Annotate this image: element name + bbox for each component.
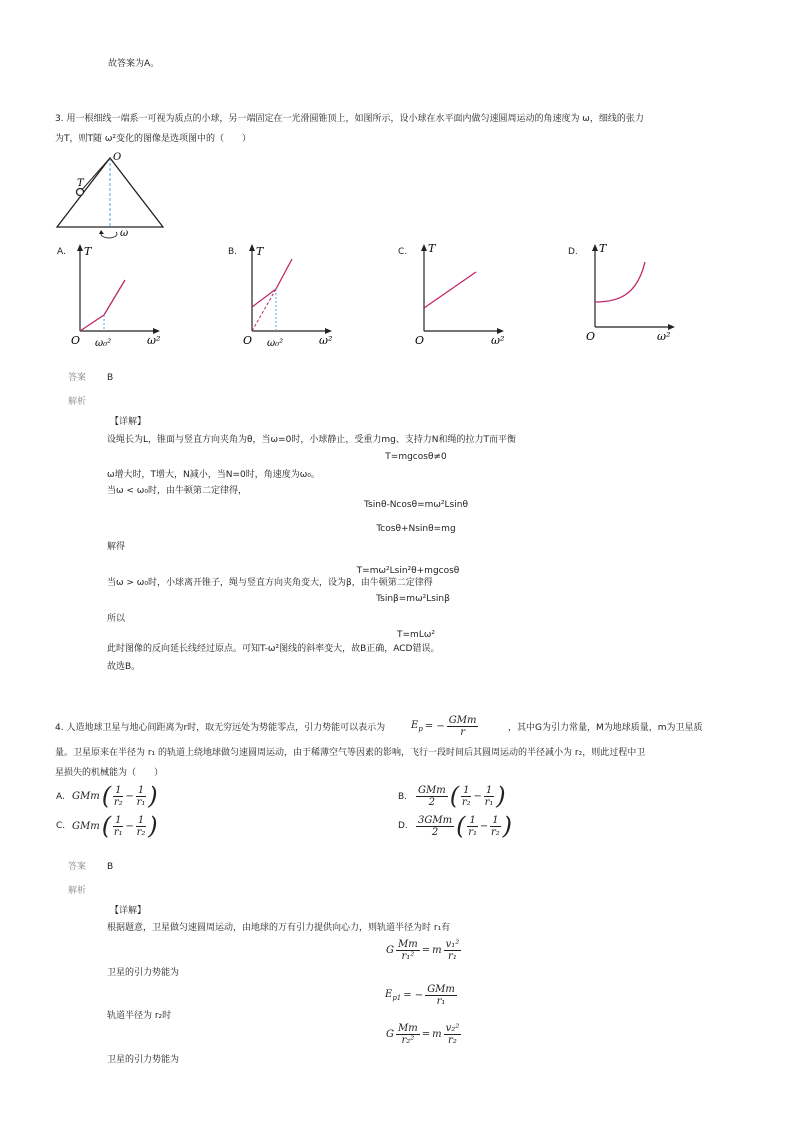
q4-answer-value: B	[107, 862, 114, 872]
graph-b-omega0: ω₀²	[267, 338, 284, 349]
cone-apex-label: O	[113, 152, 122, 163]
q3-line: 当ω < ω₀时，由牛顿第二定律得，	[107, 486, 247, 496]
q4-option-c-formula: GMm ( $\frac{1}{\text{r₁}}$ − $\frac{1}{\text{r₂}}$ )	[72, 812, 158, 840]
q4-text-line1b: ，其中G为引力常量，M为地球质量，m为卫星质	[508, 723, 703, 733]
graph-b	[240, 240, 340, 350]
graph-c-origin: O	[415, 334, 425, 347]
q4-ep-formula: $E_p$ = − $\frac{\text{GMm}}{r}$	[411, 715, 477, 738]
cone-tension-label: T	[77, 178, 84, 189]
q4-line: 根据题意，卫星做匀速圆周运动，由地球的万有引力提供向心力，则轨道半径为时 r₁有	[107, 923, 451, 933]
graph-d-origin: O	[586, 330, 596, 343]
q4-detail-header: 【详解】	[110, 906, 147, 916]
q4-equation-2: $E_{p1}$ = − $\frac{\text{GMm}}{\text{r₁}}$	[385, 984, 455, 1007]
q4-equation-3: G $\frac{Mm}{\text{r₂²}}$ = m $\frac{\text{v₂²}}{\text{r₂}}$	[386, 1023, 460, 1046]
graph-c-y-label: T	[428, 242, 436, 255]
graph-a-x-label: ω²	[147, 334, 161, 347]
q3-line: ω增大时，T增大，N减小，当N=0时，角速度为ω₀。	[107, 470, 320, 480]
q3-option-d[interactable]: D.	[568, 247, 578, 257]
q3-detail-header: 【详解】	[110, 417, 147, 427]
q4-analysis-label: 解析	[68, 886, 87, 896]
q3-equation: T=mgcosθ≠0	[385, 452, 447, 462]
q3-line: 所以	[107, 614, 126, 624]
q3-text-line1: 3. 用一根细线一端系一可视为质点的小球，另一端固定在一光滑圆锥顶上，如图所示，设小球在水平面内做匀速圆周运动的角速度为 ω，细线的张力	[55, 114, 644, 124]
q4-text-line3: 星损失的机械能为（ ）	[55, 768, 164, 778]
graph-d-y-label: T	[599, 242, 607, 255]
q3-option-b[interactable]: B.	[228, 247, 238, 257]
q3-option-a[interactable]: A.	[57, 247, 66, 257]
q3-line: 故选B。	[107, 662, 141, 672]
q4-text-line2: 量。卫星原来在半径为 r₁ 的轨道上绕地球做匀速圆周运动，由于稀薄空气等因素的影响，飞行一段时间后其圆周运动的半径减小为 r₂，则此过程中卫	[55, 748, 646, 758]
q4-text-line1a: 4. 人造地球卫星与地心间距离为r时，取无穷远处为势能零点，引力势能可以表示为	[55, 723, 386, 733]
q3-line: 解得	[107, 542, 126, 552]
q3-analysis-label: 解析	[68, 397, 87, 407]
q3-line: 设绳长为L，锥面与竖直方向夹角为θ，当ω=0时，小球静止，受重力mg、支持力N和绳的拉力T而平衡	[107, 435, 517, 445]
q3-answer-value: B	[107, 373, 114, 383]
q3-equation: T=mω²Lsin²θ+mgcosθ	[356, 566, 460, 576]
graph-c	[412, 240, 512, 350]
q3-option-c[interactable]: C.	[398, 247, 408, 257]
graph-d	[583, 240, 683, 350]
graph-a-omega0: ω₀²	[95, 338, 112, 349]
q4-option-a[interactable]: A.	[56, 792, 65, 802]
q4-option-a-formula: GMm ( $\frac{1}{\text{r₂}}$ − $\frac{1}{\text{r₁}}$ )	[72, 782, 158, 810]
q3-answer-label: 答案	[68, 373, 87, 383]
graph-a-y-label: T	[84, 245, 92, 258]
q4-line: 轨道半径为 r₂时	[107, 1011, 172, 1021]
q3-line: 此时图像的反向延长线经过原点。可知T-ω²图线的斜率变大，故B正确，ACD错误。	[107, 644, 440, 654]
graph-a	[68, 240, 168, 350]
graph-c-x-label: ω²	[491, 334, 505, 347]
q4-line: 卫星的引力势能为	[107, 968, 180, 978]
graph-a-origin: O	[71, 334, 81, 347]
graph-b-x-label: ω²	[319, 334, 333, 347]
cone-diagram	[55, 150, 170, 240]
q4-line: 卫星的引力势能为	[107, 1055, 180, 1065]
graph-b-origin: O	[243, 334, 253, 347]
q4-option-c[interactable]: C.	[56, 821, 66, 831]
q4-option-b-formula: $\frac{\text{GMm}}{2}$ ( $\frac{1}{\text{r₂}}$ − $\frac{1}{\text{r₁}}$ )	[418, 782, 506, 810]
q3-text-line2: 为T，则T随 ω²变化的图像是选项图中的（ ）	[55, 134, 252, 144]
q3-equation: T=mLω²	[397, 630, 435, 640]
graph-d-x-label: ω²	[657, 330, 671, 343]
q4-equation-1: G $\frac{Mm}{\text{r₁²}}$ = m $\frac{\text{v₁²}}{\text{r₁}}$	[386, 939, 460, 962]
q4-answer-label: 答案	[68, 862, 87, 872]
graph-b-y-label: T	[256, 245, 264, 258]
q4-option-d[interactable]: D.	[398, 821, 408, 831]
previous-answer-line: 故答案为A。	[108, 59, 160, 69]
q4-option-b[interactable]: B.	[398, 792, 408, 802]
cone-omega-label: ω	[120, 228, 129, 239]
q3-equation: Tcosθ+Nsinθ=mg	[376, 524, 456, 534]
q4-option-d-formula: $\frac{\text{3GMm}}{2}$ ( $\frac{1}{\text{r₁}}$ − $\frac{1}{\text{r₂}}$ )	[418, 812, 512, 840]
q3-equation: Tsinθ-Ncosθ=mω²Lsinθ	[364, 500, 468, 510]
q3-equation: Tsinβ=mω²Lsinβ	[376, 594, 450, 604]
q3-line: 当ω > ω₀时，小球离开锥子，绳与竖直方向夹角变大，设为β，由牛顿第二定律得	[107, 578, 433, 588]
